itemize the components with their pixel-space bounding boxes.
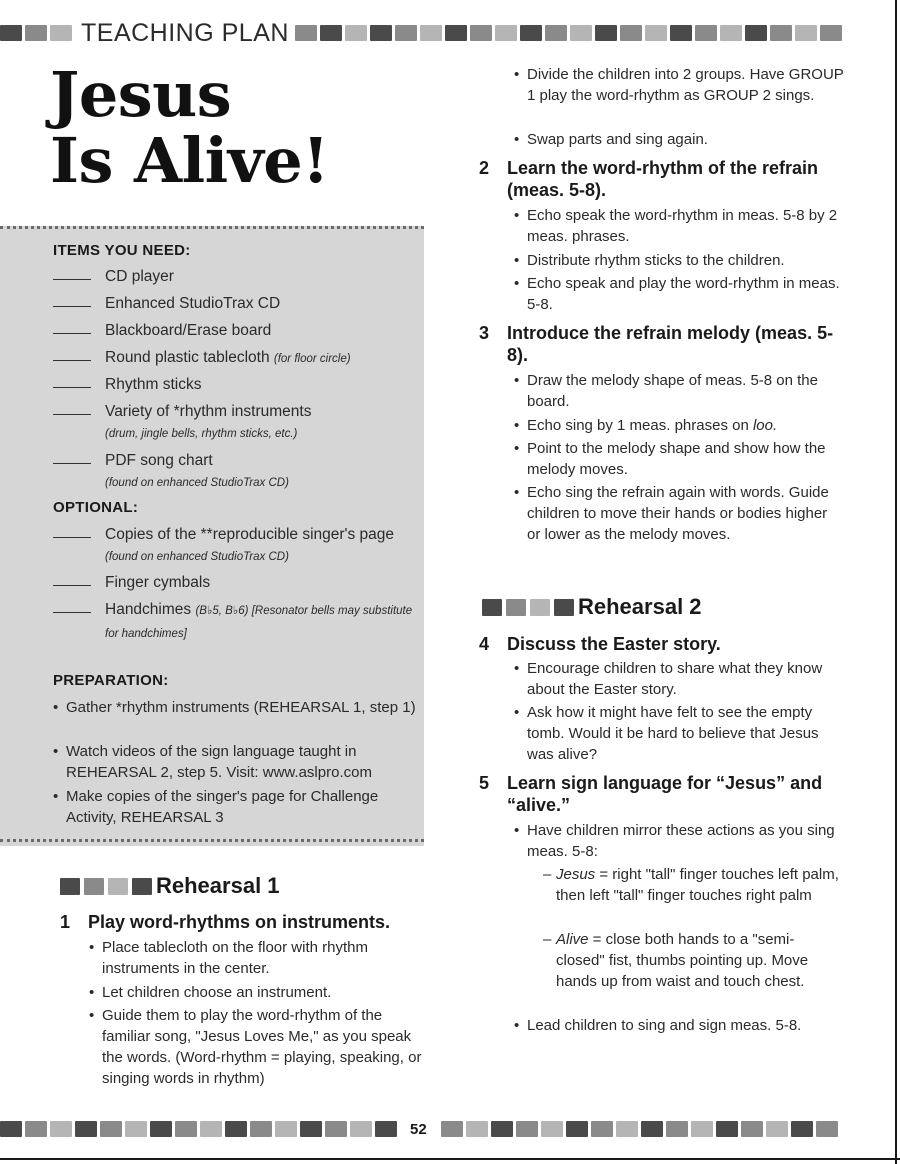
prep-item: • Gather *rhythm instruments (REHEARSAL 1, step 1) <box>53 699 416 716</box>
checklist-item: Handchimes (B♭5, B♭6) [Resonator bells may substitute for handchimes] <box>53 599 418 645</box>
decorative-squares <box>0 1121 400 1137</box>
sign-instruction: – Jesus = right "tall" finger touches left palm, then left "tall" finger touches right palm <box>543 866 839 904</box>
step-2-title: 2 Learn the word-rhythm of the refrain (meas. 5-8). <box>479 158 819 200</box>
rehearsal-2-heading: Rehearsal 2 <box>482 594 702 620</box>
page-title <box>50 58 329 197</box>
right-border <box>895 0 897 1164</box>
checklist-item: Finger cymbals <box>53 572 418 593</box>
optional-heading: OPTIONAL: <box>53 499 139 516</box>
page-number: 52 <box>410 1120 427 1138</box>
step-5-bullet: • Lead children to sing and sign meas. 5-8. <box>514 1017 802 1034</box>
item-note: (found on enhanced StudioTrax CD) <box>105 551 289 563</box>
step-1-bullet: • Let children choose an instrument. <box>89 984 332 1001</box>
checklist-item: Blackboard/Erase board <box>53 320 418 341</box>
step-3-bullet: • Echo sing the refrain again with words. Guide children to move their hands or bodies higher or lower as the melody moves. <box>514 484 829 543</box>
item-note: (B♭5, B♭6) [Resonator bells may substitute for handchimes] <box>105 605 413 640</box>
preparation-heading: PREPARATION: <box>53 672 169 689</box>
step-3-bullet: • Point to the melody shape and show how the melody moves. <box>514 440 826 478</box>
checklist-item: Variety of *rhythm instruments (drum, jingle bells, rhythm sticks, etc.) <box>53 401 418 445</box>
items-box <box>0 226 424 846</box>
step-4-bullet: • Ask how it might have felt to see the empty tomb. Would it be hard to believe that Jesus was alive? <box>514 704 819 763</box>
prep-item: • Make copies of the singer's page for Challenge Activity, REHEARSAL 3 <box>53 788 379 826</box>
items-heading: ITEMS YOU NEED: <box>53 242 191 259</box>
step-3-bullet: • Echo sing by 1 meas. phrases on loo. <box>514 417 778 434</box>
continued-bullet: • Divide the children into 2 groups. Have GROUP 1 play the word-rhythm as GROUP 2 sings. <box>514 66 844 104</box>
checklist-item: Rhythm sticks <box>53 374 418 395</box>
checkbox-line[interactable] <box>53 387 91 388</box>
checkbox-line[interactable] <box>53 463 91 464</box>
step-5-bullet: • Have children mirror these actions as you sing meas. 5-8: <box>514 822 835 860</box>
checkbox-line[interactable] <box>53 585 91 586</box>
checkbox-line[interactable] <box>53 360 91 361</box>
step-3-title: 3 Introduce the refrain melody (meas. 5-8). <box>479 323 834 365</box>
item-note: (drum, jingle bells, rhythm sticks, etc.) <box>105 428 298 440</box>
step-5-title: 5 Learn sign language for “Jesus” and “alive.” <box>479 773 823 815</box>
sign-instruction: – Alive = close both hands to a "semi-closed" fist, thumbs pointing up. Move hands up from waist and touch chest. <box>543 931 809 990</box>
checklist-item: Round plastic tablecloth (for floor circle) <box>53 347 418 370</box>
step-2-bullet: • Echo speak the word-rhythm in meas. 5-8 by 2 meas. phrases. <box>514 207 838 245</box>
title-line-2: Is Alive! <box>50 124 329 197</box>
title-line-1: Jesus <box>50 58 232 131</box>
step-3-bullet: • Draw the melody shape of meas. 5-8 on the board. <box>514 372 818 410</box>
decorative-squares <box>441 1121 841 1137</box>
checklist-item: PDF song chart (found on enhanced StudioTrax CD) <box>53 450 418 494</box>
checklist-item: CD player <box>53 266 418 287</box>
checkbox-line[interactable] <box>53 537 91 538</box>
checkbox-line[interactable] <box>53 612 91 613</box>
step-1-bullet: • Place tablecloth on the floor with rhythm instruments in the center. <box>89 939 368 977</box>
rehearsal-1-heading: Rehearsal 1 <box>60 873 280 899</box>
step-1-bullet: • Guide them to play the word-rhythm of the familiar song, "Jesus Loves Me," as you speak the words. (Word-rhythm = playing, speaking, or singing words in rhythm) <box>89 1007 422 1087</box>
checkbox-line[interactable] <box>53 414 91 415</box>
step-1-title: 1 Play word-rhythms on instruments. <box>60 912 391 932</box>
checklist-item: Copies of the **reproducible singer's page (found on enhanced StudioTrax CD) <box>53 524 418 568</box>
step-2-bullet: • Distribute rhythm sticks to the children. <box>514 252 785 269</box>
checkbox-line[interactable] <box>53 279 91 280</box>
decorative-squares <box>295 25 845 41</box>
item-note: (found on enhanced StudioTrax CD) <box>105 477 289 489</box>
step-4-title: 4 Discuss the Easter story. <box>479 634 721 654</box>
prep-item: • Watch videos of the sign language taught in REHEARSAL 2, step 5. Visit: www.aslpro.com <box>53 743 372 781</box>
footer-bar <box>0 1119 900 1139</box>
continued-bullet: • Swap parts and sing again. <box>514 131 708 148</box>
checkbox-line[interactable] <box>53 306 91 307</box>
section-label: TEACHING PLAN <box>81 19 289 47</box>
step-4-bullet: • Encourage children to share what they know about the Easter story. <box>514 660 823 698</box>
header-bar <box>0 19 900 47</box>
checklist-item: Enhanced StudioTrax CD <box>53 293 418 314</box>
step-2-bullet: • Echo speak and play the word-rhythm in meas. 5-8. <box>514 275 840 313</box>
bottom-border <box>0 1158 900 1160</box>
decorative-squares <box>0 25 75 41</box>
item-note: (for floor circle) <box>273 353 351 365</box>
checkbox-line[interactable] <box>53 333 91 334</box>
